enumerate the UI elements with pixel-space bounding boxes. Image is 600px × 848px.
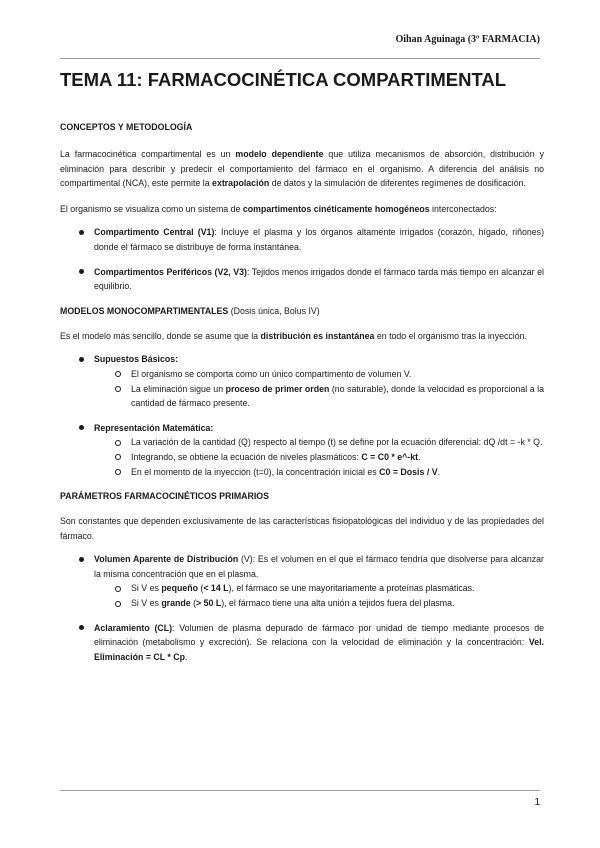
- footer-rule: [60, 790, 540, 791]
- modelo-list: [60, 352, 544, 479]
- paragraph-parametros: Son constantes que dependen exclusivamente de las características fisiopatológicas del individuo y de las propiedades del fármaco.: [60, 516, 544, 541]
- sublist-item: La variación de la cantidad (Q) respecto al tiempo (t) se define por la ecuación diferencial: dQ /dt = -k * Q.: [94, 435, 544, 450]
- compartimentos-list: [60, 225, 544, 293]
- sublist-item: Si V es pequeño (< 14 L), el fármaco se une mayoritariamente a proteínas plasmáticas.: [94, 581, 544, 596]
- bullet-icon: [79, 425, 84, 430]
- parametros-list: [60, 552, 544, 664]
- list-item: Compartimento Central (V1): Incluye el plasma y los órganos altamente irrigados (corazón, hígado, riñones) donde el fármaco se distribuye de forma instantánea.: [60, 225, 544, 254]
- paragraph-organismo: El organismo se visualiza como un sistema de compartimentos cinéticamente homogéneos interconectados:: [60, 203, 497, 214]
- list-item: Aclaramiento (CL): Volumen de plasma depurado de fármaco por unidad de tiempo mediante procesos de eliminación (metabolismo y excreción). Se relaciona con la velocidad de eliminación y la concentración: Vel. Eliminación = CL * Cp.: [60, 621, 544, 665]
- sub-bullet-icon: [115, 586, 121, 592]
- representacion-sublist: [60, 435, 544, 479]
- sublist-item: Integrando, se obtiene la ecuación de niveles plasmáticos: C = C0 * e^-kt.: [94, 450, 544, 465]
- supuestos-sublist: [60, 367, 544, 411]
- header-author: Oihan Aguinaga (3º FARMACIA): [395, 34, 540, 45]
- paragraph-modelo: Es el modelo más sencillo, donde se asume que la distribución es instantánea en todo el organismo tras la inyección.: [60, 330, 527, 341]
- page-number: 1: [534, 797, 540, 808]
- sublist-item: El organismo se comporta como un único compartimento de volumen V.: [94, 367, 544, 382]
- header-rule: [60, 58, 540, 59]
- list-item: Representación Matemática: La variación de la cantidad (Q) respecto al tiempo (t) se define por la ecuación diferencial: dQ /dt = -k * Q. Integrando, se obtiene la ecuación de niveles plasmáticos: C = C0 * e^-kt. En el momento de la inyección (t=0), la concentración inicial es C0 = Dosis / V.: [60, 421, 544, 479]
- bullet-icon: [79, 269, 84, 274]
- volumen-sublist: [60, 581, 544, 610]
- section-heading-parametros: PARÁMETROS FARMACOCINÉTICOS PRIMARIOS: [60, 491, 270, 502]
- page-content: [60, 66, 544, 664]
- sub-bullet-icon: [115, 601, 121, 607]
- list-item: Compartimentos Periféricos (V2, V3): Tejidos menos irrigados donde el fármaco tarda más tiempo en alcanzar el equilibrio.: [60, 265, 544, 294]
- bullet-icon: [79, 557, 84, 562]
- list-item: Supuestos Básicos: El organismo se comporta como un único compartimento de volumen V. La eliminación sigue un proceso de primer orden (no saturable), donde la velocidad es proporcional a la cantidad de fármaco presente.: [60, 352, 544, 410]
- sublist-item: Si V es grande (> 50 L), el fármaco tiene una alta unión a tejidos fuera del plasma.: [94, 596, 544, 611]
- list-item: Volumen Aparente de Distribución (V): Es el volumen en el que el fármaco tendría que disolverse para alcanzar la misma concentración que en el plasma. Si V es pequeño (< 14 L), el fármaco se une mayoritariamente a proteínas plasmáticas. Si V es grande (> 50 L), el fármaco tiene una alta unión a tejidos fuera del plasma.: [60, 552, 544, 610]
- sub-bullet-icon: [115, 469, 121, 475]
- page-title: TEMA 11: FARMACOCINÉTICA COMPARTIMENTAL: [60, 69, 507, 90]
- sub-bullet-icon: [115, 454, 121, 460]
- sublist-item: En el momento de la inyección (t=0), la concentración inicial es C0 = Dosis / V.: [94, 465, 544, 480]
- paragraph-intro: La farmacocinética compartimental es un modelo dependiente que utiliza mecanismos de absorción, distribución y eliminación para describir y predecir el comportamiento del fármaco en el organismo. A diferencia del análisis no compartimental (NCA), este permite la extrapolación de datos y la simulación de diferentes regímenes de dosificación.: [60, 149, 544, 189]
- sub-bullet-icon: [115, 371, 121, 377]
- sub-bullet-icon: [115, 440, 121, 446]
- bullet-icon: [79, 357, 84, 362]
- sub-bullet-icon: [115, 386, 121, 392]
- section-heading-monocompartimentales: MODELOS MONOCOMPARTIMENTALES (Dosis única, Bolus IV): [60, 305, 320, 316]
- section-heading-conceptos: CONCEPTOS Y METODOLOGÍA: [60, 122, 193, 132]
- sublist-item: La eliminación sigue un proceso de primer orden (no saturable), donde la velocidad es proporcional a la cantidad de fármaco presente.: [94, 382, 544, 411]
- bullet-icon: [79, 625, 84, 630]
- bullet-icon: [79, 230, 84, 235]
